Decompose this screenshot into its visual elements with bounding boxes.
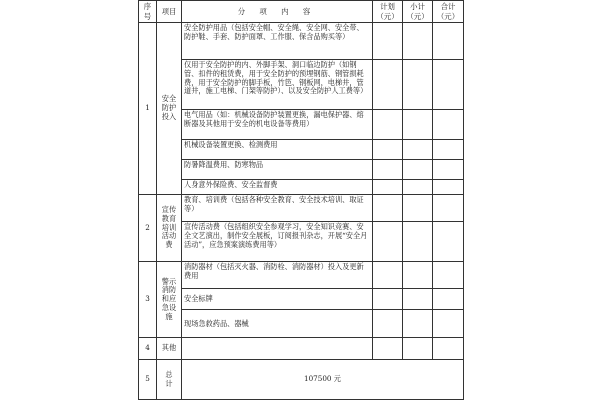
section-4-name: 其他	[157, 338, 182, 360]
subtotal-cell	[403, 289, 433, 310]
plan-cell	[373, 262, 403, 289]
total-cell	[433, 289, 464, 310]
section-2-name: 宣传教育培训活动费	[157, 195, 182, 262]
table-row	[139, 195, 464, 222]
plan-cell	[373, 23, 403, 60]
total-cell	[433, 338, 464, 360]
subtotal-cell	[403, 23, 433, 60]
subtotal-cell	[403, 60, 433, 110]
subtotal-cell	[403, 160, 433, 180]
table-row	[139, 140, 464, 160]
table-row	[139, 180, 464, 195]
subtotal-cell	[403, 110, 433, 140]
table-row	[139, 60, 464, 110]
section-3-name: 警示消防和应急设施	[157, 262, 182, 338]
total-cell	[433, 262, 464, 289]
total-cell	[433, 310, 464, 338]
section-3-no: 3	[139, 262, 157, 338]
table-row	[139, 110, 464, 140]
plan-cell	[373, 110, 403, 140]
subtotal-cell	[403, 338, 433, 360]
total-cell	[433, 140, 464, 160]
header-row	[139, 1, 464, 23]
table-row	[139, 23, 464, 60]
table-row	[139, 338, 464, 360]
total-cell	[433, 60, 464, 110]
section-3-item-2: 安全标牌	[182, 289, 373, 310]
plan-cell	[373, 195, 403, 222]
total-cell	[433, 110, 464, 140]
subtotal-cell	[403, 180, 433, 195]
plan-cell	[373, 222, 403, 262]
subtotal-cell	[403, 262, 433, 289]
total-row-no: 5	[139, 360, 157, 400]
plan-cell	[373, 310, 403, 338]
section-1-item-5: 防暑降温费用、防寒物品	[182, 160, 373, 180]
subtotal-cell	[403, 310, 433, 338]
total-cell	[433, 195, 464, 222]
section-1-name: 安全防护投入	[157, 23, 182, 195]
header-project: 项目	[157, 1, 182, 23]
total-amount: 107500 元	[182, 360, 464, 400]
total-cell	[433, 180, 464, 195]
header-seq: 序号	[139, 1, 157, 23]
section-3-item-3: 现场急救药品、器械	[182, 310, 373, 338]
table-row	[139, 262, 464, 289]
plan-cell	[373, 338, 403, 360]
section-2-no: 2	[139, 195, 157, 262]
total-row-label: 总计	[157, 360, 182, 400]
section-2-item-2: 宣传活动费（包括组织安全参观学习，安全知识竞赛、安全文艺演出，制作安全展板，订阅报刊杂志，开展“安全月活动”，应急预案演练费用等）	[182, 222, 373, 262]
table-row	[139, 310, 464, 338]
section-1-item-1: 安全防护用品（包括安全帽、安全绳、安全网、安全带、防护鞋、手套、防护面罩、工作服、保含品购买等）	[182, 23, 373, 60]
total-row	[139, 360, 464, 400]
section-3-item-1: 消防器材（包括灭火器、消防栓、消防器材）投入及更新费用	[182, 262, 373, 289]
subtotal-cell	[403, 222, 433, 262]
plan-cell	[373, 180, 403, 195]
section-1-item-4: 机械设备装置更换、检测费用	[182, 140, 373, 160]
table-row	[139, 289, 464, 310]
total-cell	[433, 222, 464, 262]
header-plan: 计划（元）	[373, 1, 403, 23]
subtotal-cell	[403, 195, 433, 222]
plan-cell	[373, 160, 403, 180]
subtotal-cell	[403, 140, 433, 160]
header-subtotal: 小计（元）	[403, 1, 433, 23]
plan-cell	[373, 289, 403, 310]
header-total: 合计（元）	[433, 1, 464, 23]
total-cell	[433, 23, 464, 60]
section-4-no: 4	[139, 338, 157, 360]
table-row	[139, 160, 464, 180]
content-cell	[182, 338, 373, 360]
plan-cell	[373, 60, 403, 110]
plan-cell	[373, 140, 403, 160]
section-1-item-2: 仅用于安全防护的内、外脚手架、洞口临边防护（如钢管、扣件的租赁费，用于安全防护的预埋钢筋、钢管损耗费，用于安全防护的脚手板，竹笆、钢板网，电梯井，管道井，施工电梯、门架等防护）、以及安全防护人工费等）	[182, 60, 373, 110]
section-1-item-3: 电气用品（如：机械设备防护装置更换，漏电保护器、熔断器及其他用于安全的机电设备等费用）	[182, 110, 373, 140]
table-row	[139, 222, 464, 262]
section-2-item-1: 教育、培训费（包括各种安全教育、安全技术培训、取证等）	[182, 195, 373, 222]
section-1-item-6: 人身意外保险费、安全监督费	[182, 180, 373, 195]
section-1-no: 1	[139, 23, 157, 195]
safety-cost-table	[138, 0, 464, 400]
safety-cost-table-sheet	[138, 0, 463, 400]
header-content: 分 项 内 容	[182, 1, 373, 23]
total-cell	[433, 160, 464, 180]
